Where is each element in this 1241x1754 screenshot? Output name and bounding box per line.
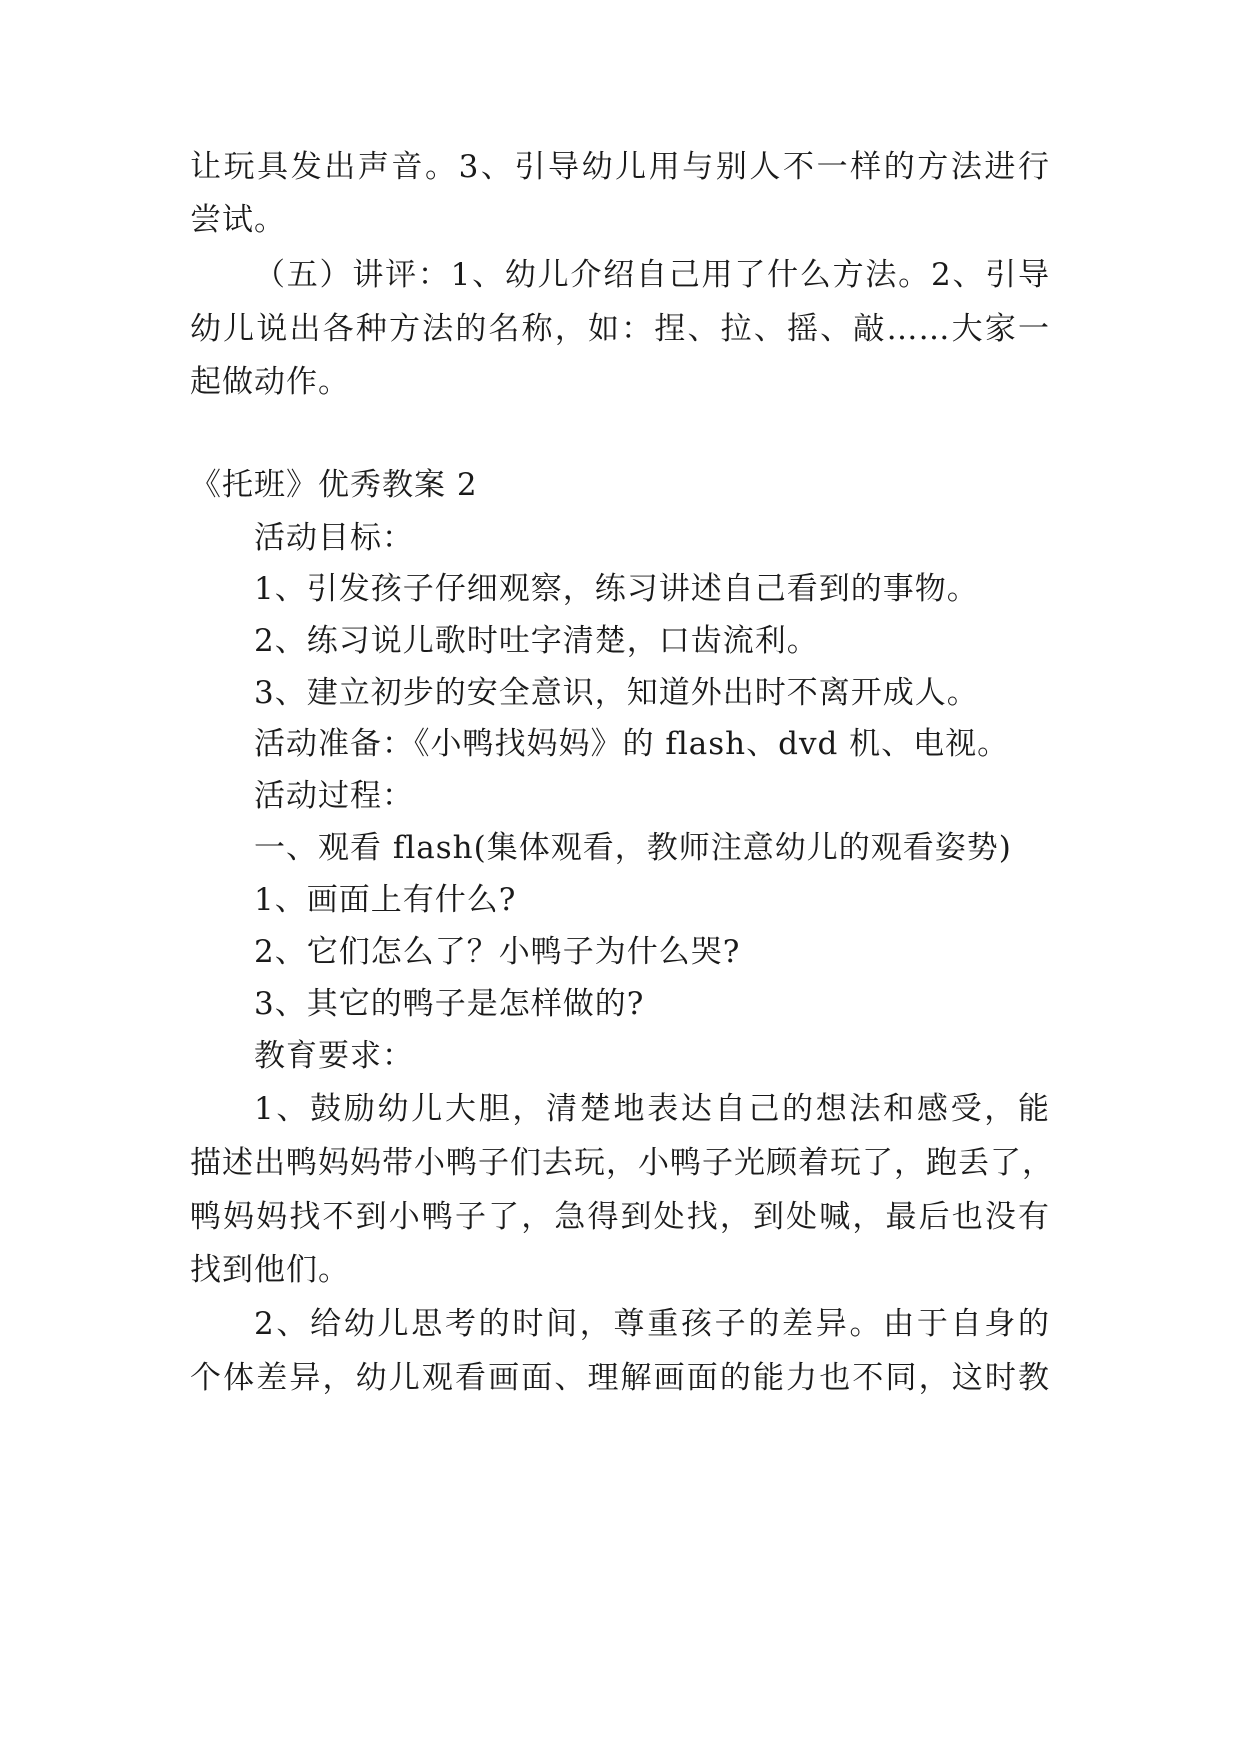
paragraph-line: 起做动作。 <box>190 364 350 400</box>
paragraph-line: 找到他们。 <box>190 1252 350 1288</box>
paragraph-line: 幼儿说出各种方法的名称，如：捏、拉、摇、敲……大家一 <box>190 311 1050 347</box>
paragraph-line: 2、给幼儿思考的时间，尊重孩子的差异。由于自身的 <box>254 1306 1050 1342</box>
goal-item: 2、练习说儿歌时吐字清楚，口齿流利。 <box>254 623 819 659</box>
process-step: 一、观看 flash(集体观看，教师注意幼儿的观看姿势) <box>254 830 1012 866</box>
goal-item: 3、建立初步的安全意识，知道外出时不离开成人。 <box>254 675 979 711</box>
paragraph-line: 个体差异，幼儿观看画面、理解画面的能力也不同，这时教 <box>190 1360 1050 1396</box>
paragraph-line: 让玩具发出声音。3、引导幼儿用与别人不一样的方法进行 <box>190 149 1050 185</box>
question-item: 1、画面上有什么? <box>254 882 517 918</box>
paragraph-line: （五）讲评：1、幼儿介绍自己用了什么方法。2、引导 <box>254 257 1050 293</box>
question-item: 2、它们怎么了？小鸭子为什么哭? <box>254 934 741 970</box>
question-item: 3、其它的鸭子是怎样做的? <box>254 986 645 1022</box>
paragraph-line: 1、鼓励幼儿大胆，清楚地表达自己的想法和感受，能 <box>254 1091 1050 1127</box>
paragraph-line: 尝试。 <box>190 202 286 238</box>
activity-preparation: 活动准备：《小鸭找妈妈》的 flash、dvd 机、电视。 <box>254 726 1010 762</box>
heading-activity-goals: 活动目标： <box>254 520 414 556</box>
heading-education-requirements: 教育要求： <box>254 1038 414 1074</box>
goal-item: 1、引发孩子仔细观察，练习讲述自己看到的事物。 <box>254 571 979 607</box>
section-title: 《托班》优秀教案 2 <box>190 467 478 503</box>
paragraph-line: 鸭妈妈找不到小鸭子了，急得到处找，到处喊，最后也没有 <box>190 1199 1050 1235</box>
paragraph-line: 描述出鸭妈妈带小鸭子们去玩，小鸭子光顾着玩了，跑丢了， <box>190 1145 1054 1181</box>
heading-activity-process: 活动过程： <box>254 778 414 814</box>
